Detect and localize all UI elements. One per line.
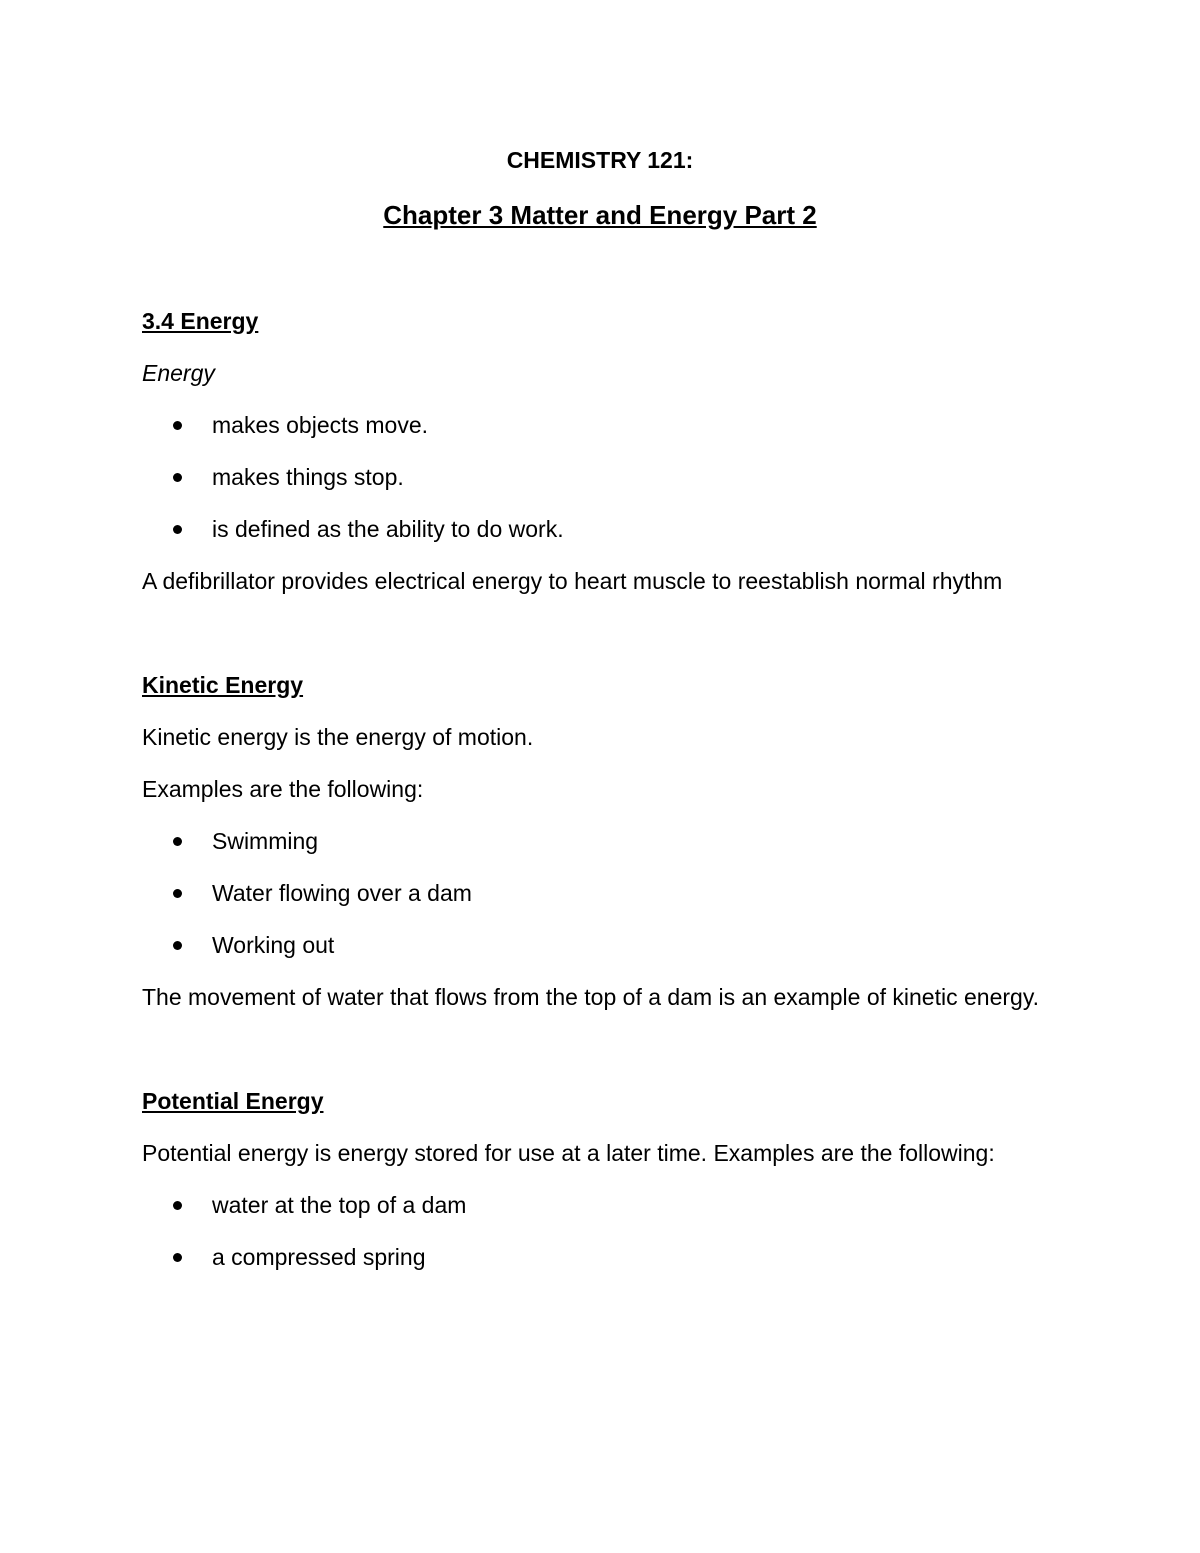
kinetic-bullet-list	[142, 823, 1058, 963]
list-item-text: makes things stop.	[212, 464, 404, 490]
bullet-icon	[173, 421, 182, 430]
kinetic-definition: Kinetic energy is the energy of motion.	[142, 724, 534, 750]
section-heading-energy: 3.4 Energy	[142, 308, 259, 334]
list-item-text: Working out	[212, 932, 335, 958]
list-item	[142, 875, 1058, 911]
list-item	[142, 407, 1058, 443]
energy-term: Energy	[142, 360, 215, 386]
list-item	[142, 1239, 1058, 1275]
bullet-icon	[173, 525, 182, 534]
section-energy	[142, 303, 1058, 599]
course-title: CHEMISTRY 121:	[506, 147, 694, 173]
kinetic-examples-intro: Examples are the following:	[142, 776, 424, 802]
energy-note: A defibrillator provides electrical energy to heart muscle to reestablish normal rhythm	[142, 568, 1003, 594]
bullet-icon	[173, 837, 182, 846]
list-item	[142, 1187, 1058, 1223]
list-item	[142, 927, 1058, 963]
list-item-text: a compressed spring	[212, 1244, 426, 1270]
list-item	[142, 511, 1058, 547]
list-item-text: Swimming	[212, 828, 319, 854]
bullet-icon	[173, 941, 182, 950]
list-item	[142, 823, 1058, 859]
kinetic-note: The movement of water that flows from the top of a dam is an example of kinetic energy.	[142, 984, 1039, 1010]
energy-bullet-list	[142, 407, 1058, 547]
bullet-icon	[173, 473, 182, 482]
list-item-text: Water flowing over a dam	[212, 880, 472, 906]
bullet-icon	[173, 889, 182, 898]
section-heading-kinetic: Kinetic Energy	[142, 672, 304, 698]
potential-bullet-list	[142, 1187, 1058, 1275]
potential-definition: Potential energy is energy stored for use at a later time. Examples are the following:	[142, 1140, 995, 1166]
list-item	[142, 459, 1058, 495]
bullet-icon	[173, 1201, 182, 1210]
section-potential-energy	[142, 1083, 1058, 1275]
list-item-text: makes objects move.	[212, 412, 429, 438]
bullet-icon	[173, 1253, 182, 1262]
list-item-text: water at the top of a dam	[212, 1192, 467, 1218]
chapter-title: Chapter 3 Matter and Energy Part 2	[383, 200, 817, 230]
document-page	[142, 142, 1058, 1275]
list-item-text: is defined as the ability to do work.	[212, 516, 564, 542]
section-heading-potential: Potential Energy	[142, 1088, 324, 1114]
section-kinetic-energy	[142, 667, 1058, 1015]
